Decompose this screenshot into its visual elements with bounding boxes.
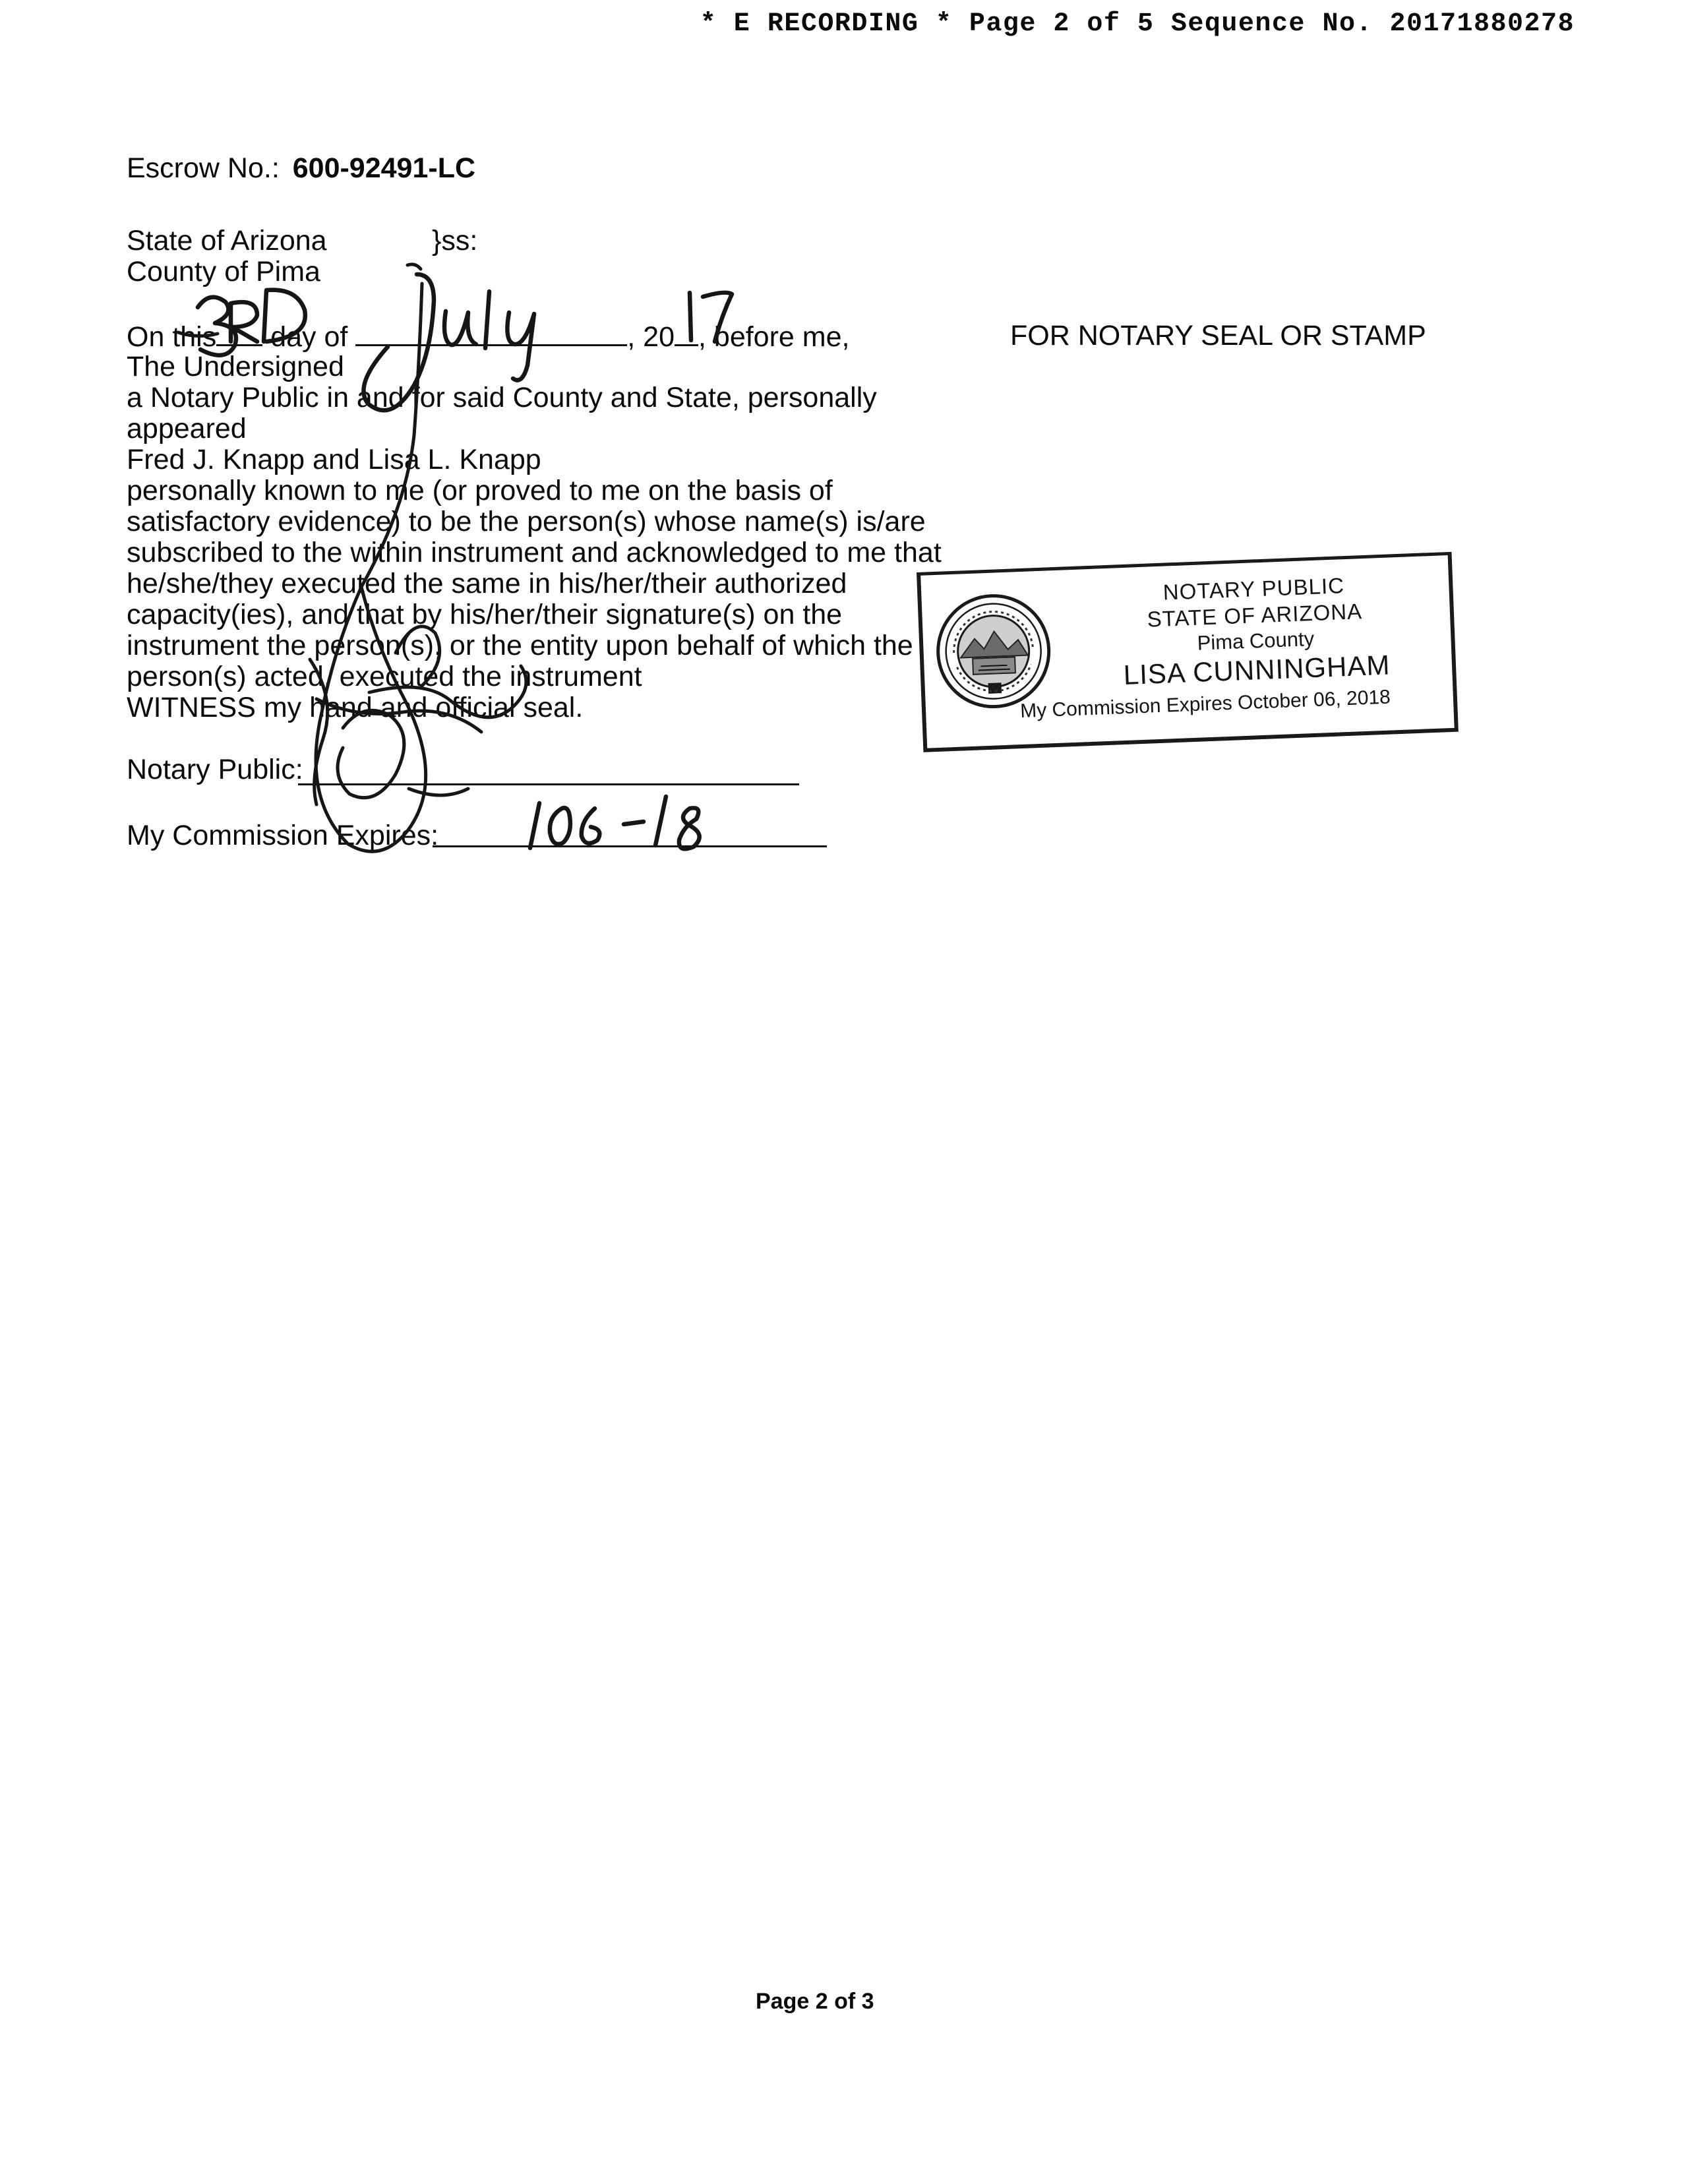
body-line-4: he/she/they executed the same in his/her/their authorized bbox=[127, 568, 847, 599]
year-prefix: , 20 bbox=[627, 321, 675, 353]
body-line-5: capacity(ies), and that by his/her/their signature(s) on the bbox=[127, 599, 843, 630]
body-line-6: instrument the person(s), or the entity upon behalf of which the bbox=[127, 630, 913, 661]
body-line-1: personally known to me (or proved to me on the basis of bbox=[127, 475, 833, 506]
handwritten-commission-date bbox=[530, 797, 700, 849]
witness-line: WITNESS my hand and official seal. bbox=[127, 692, 584, 723]
day-blank bbox=[216, 320, 262, 346]
notary-stamp bbox=[917, 552, 1457, 752]
state-seal-icon bbox=[932, 590, 1055, 713]
notary-line: a Notary Public in and for said County and State, personally bbox=[127, 382, 877, 413]
commission-label: My Commission Expires: bbox=[127, 820, 439, 851]
body-line-7: person(s) acted, executed the instrument bbox=[127, 661, 642, 692]
escrow-number: 600-92491-LC bbox=[292, 152, 476, 184]
stamp-line-2: STATE OF ARIZONA bbox=[1147, 599, 1363, 632]
recording-header: * E RECORDING * Page 2 of 5 Sequence No. 20171880278 bbox=[700, 9, 1575, 39]
page-number: Page 2 of 3 bbox=[756, 1989, 874, 2014]
venue-county: County of Pima bbox=[127, 256, 320, 288]
on-this-line bbox=[127, 320, 849, 353]
seal-area-label: FOR NOTARY SEAL OR STAMP bbox=[1010, 320, 1426, 351]
body-line-3: subscribed to the within instrument and acknowledged to me that bbox=[127, 537, 942, 568]
venue-ss: }ss: bbox=[432, 225, 478, 257]
venue-state: State of Arizona bbox=[127, 225, 327, 257]
before-me-label: , before me, bbox=[698, 321, 850, 353]
on-this-label: On this bbox=[127, 321, 217, 353]
notary-public-label: Notary Public: bbox=[127, 754, 303, 785]
escrow-line bbox=[127, 153, 475, 184]
commission-line bbox=[433, 845, 827, 847]
appeared-line: appeared bbox=[127, 413, 247, 444]
stamp-line-3: Pima County bbox=[1197, 626, 1315, 655]
day-of-label: day of bbox=[270, 321, 348, 353]
body-line-2: satisfactory evidence) to be the person(s) whose name(s) is/are bbox=[127, 506, 926, 537]
escrow-label: Escrow No.: bbox=[127, 152, 280, 184]
signers-line: Fred J. Knapp and Lisa L. Knapp bbox=[127, 444, 541, 475]
month-blank bbox=[355, 320, 627, 346]
notary-signature-line bbox=[298, 783, 799, 785]
stamp-commission: My Commission Expires October 06, 2018 bbox=[1019, 686, 1391, 723]
stamp-name: LISA CUNNINGHAM bbox=[1122, 649, 1391, 691]
stamp-line-1: NOTARY PUBLIC bbox=[1162, 573, 1345, 605]
year-blank bbox=[675, 320, 698, 346]
officer-name: The Undersigned bbox=[127, 351, 344, 382]
